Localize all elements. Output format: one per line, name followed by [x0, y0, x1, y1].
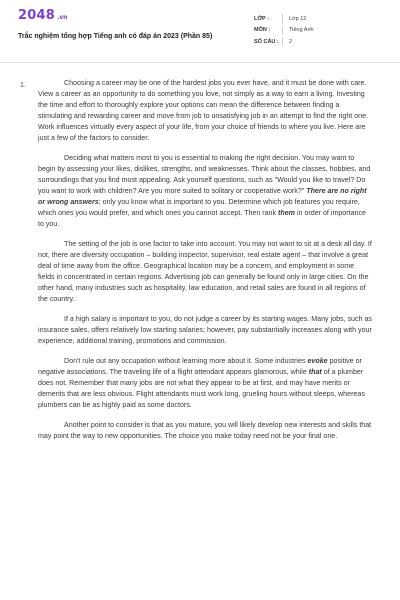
paragraph-text: in order of importance to you. [38, 209, 366, 228]
meta-row-count [254, 36, 314, 48]
meta-divider [282, 37, 283, 46]
passage-paragraph [38, 239, 372, 305]
question-number: 1. [20, 82, 26, 89]
passage-paragraph [38, 153, 372, 230]
paragraph-text: If a high salary is important to you, do not judge a career by its starting wages. Many jobs, such as insurance sales, offers relatively low starting salaries; however, pay substantially increases along with your experience, additional training, promotions and commission. [38, 315, 372, 345]
meta-value: Lớp 12 [289, 15, 307, 22]
emphasized-phrase: that [308, 368, 322, 376]
paragraph-text: Choosing a career may be one of the hardest jobs you ever have, and it must be done with care. View a career as an opportunity to do something you love, not simply as a way to earn a living. Investing the time and effort to thoroughly explore your options can mean the difference between finding a stimulating and rewarding career and move from job to unsatisfying job in an attempt to find the right one. Work influences virtually every aspect of your life, from your choice of friends to where you live. Here are just a few of the factors to consider. [38, 79, 369, 142]
passage-paragraph [38, 420, 372, 442]
page-title: Trắc nghiệm tổng hợp Tiếng anh có đáp án 2023 (Phần 85) [18, 33, 213, 40]
meta-label: MÔN : [254, 27, 271, 34]
meta-label: LỚP : [254, 15, 269, 22]
paragraph-text: positive or negative associations. The traveling life of a flight attendant appears glamorous, while [38, 357, 362, 376]
page-header [0, 0, 400, 63]
passage-paragraph [38, 356, 372, 411]
meta-divider [282, 14, 283, 23]
exam-meta [254, 13, 314, 48]
meta-value: Tiếng Anh [289, 27, 314, 34]
meta-row-class [254, 13, 314, 25]
logo-text: 2048 [18, 8, 55, 23]
paragraph-text: of a plumber does not. Remember that many jobs are not what they appear to be at first, and may have merits or demerits that are less obvious. Flight attendants must work long, grueling hours without sleeps, whereas plumbers can be as highly paid as some doctors. [38, 368, 365, 409]
paragraph-text: Another point to consider is that as you mature, you will likely develop new interests and skills that may point the way to new opportunities. The choice you make today need not be your final one. [38, 421, 372, 440]
paragraph-text: ; only you know what is important to you. Determine which job features you require, which ones you would prefer, and which ones you cannot accept. Then rank [38, 198, 360, 217]
meta-row-subject [254, 25, 314, 37]
logo-domain: .vn [56, 14, 68, 21]
emphasized-phrase: There are no right or wrong answers [38, 187, 367, 206]
passage-paragraph [38, 78, 372, 144]
emphasized-phrase: evoke [307, 357, 328, 365]
reading-passage [38, 78, 372, 451]
paragraph-text: Deciding what matters most to you is essential to making the right decision. You may want to begin by assessing your likes, dislikes, strengths, and weaknesses. Think about the classes, hobbies, and surroundings that you find most appealing. Ask yourself questions, such as "Would you like to travel? Do you want to work with children? Are you more suited to solitary or cooperative work?" [38, 154, 371, 195]
meta-value: 2 [289, 38, 293, 45]
paragraph-text: The setting of the job is one factor to take into account. You may not want to sit at a desk all day. If not, there are diversity occupation – building inspector, supervisor, real estate agent – that involve a great deal of time away from the office. Geographical location may be a concern, and employment in some fields in concentrated in certain regions. Advertising job can generally be found only in large cities. On the other hand, many industries such as hospitality, law education, and retail sales are found in all regions of the country. [38, 240, 372, 303]
paragraph-text: Don't rule out any occupation without learning more about it. Some industries [64, 357, 308, 365]
meta-label: SỐ CÂU : [254, 38, 279, 45]
site-logo[interactable] [18, 8, 67, 23]
passage-paragraph [38, 314, 372, 347]
emphasized-phrase: them [278, 209, 295, 217]
meta-divider [282, 26, 283, 35]
